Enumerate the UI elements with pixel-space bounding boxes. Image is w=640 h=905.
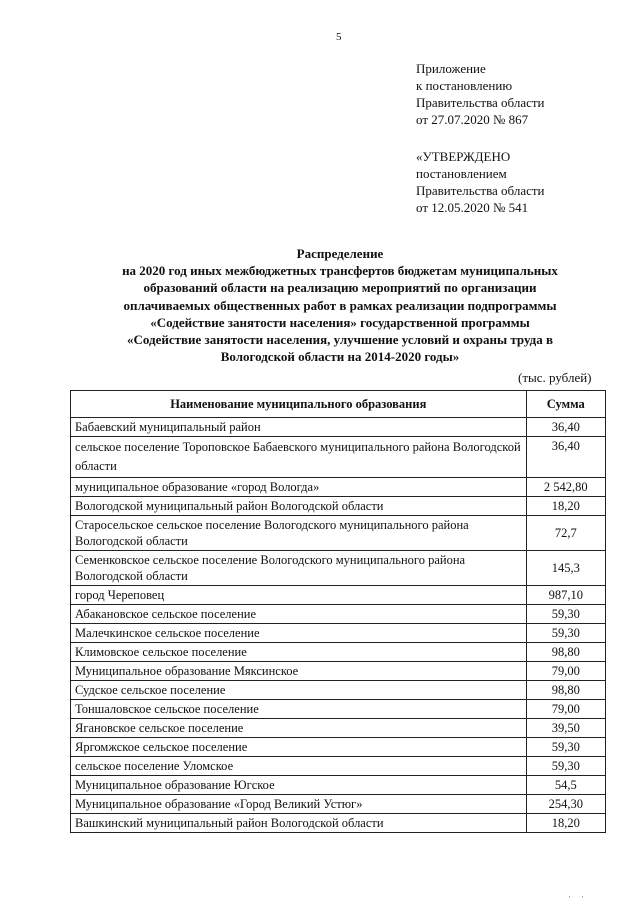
table-row xyxy=(71,795,606,814)
amount: 18,20 xyxy=(526,497,605,516)
table-row xyxy=(71,681,606,700)
appendix-line: Приложение xyxy=(416,61,486,76)
municipality-name: Семенковское сельское поселение Вологодского муниципального района Вологодской области xyxy=(71,551,527,586)
table-row xyxy=(71,586,606,605)
municipality-name: Муниципальное образование Мяксинское xyxy=(71,662,527,681)
municipality-name: Вологодской муниципальный район Вологодской области xyxy=(71,497,527,516)
table-row xyxy=(71,643,606,662)
title-line: образований области на реализацию мероприятий по организации xyxy=(143,280,537,296)
municipality-name: Муниципальное образование «Город Великий Устюг» xyxy=(71,795,527,814)
table-row xyxy=(71,624,606,643)
amount: 72,7 xyxy=(526,516,605,551)
municipality-name: Яргомжское сельское поселение xyxy=(71,738,527,757)
page-number: 5 xyxy=(336,31,342,43)
appendix-block xyxy=(416,60,545,128)
appendix-line: Правительства области xyxy=(416,95,545,110)
municipality-name: Муниципальное образование Югское xyxy=(71,776,527,795)
municipality-name: Судское сельское поселение xyxy=(71,681,527,700)
amount: 987,10 xyxy=(526,586,605,605)
table-row xyxy=(71,497,606,516)
table-row xyxy=(71,437,606,478)
table-row xyxy=(71,662,606,681)
title-line: оплачиваемых общественных работ в рамках реализации подпрограммы xyxy=(123,297,557,313)
amount: 18,20 xyxy=(526,814,605,833)
table-row xyxy=(71,700,606,719)
approved-line: Правительства области xyxy=(416,183,545,198)
table-row xyxy=(71,776,606,795)
approved-block xyxy=(416,148,545,216)
amount: 36,40 xyxy=(526,437,605,478)
title-line: «Содействие занятости населения, улучшение условий и охраны труда в xyxy=(127,332,553,348)
municipality-name: Малечкинское сельское поселение xyxy=(71,624,527,643)
approved-line: от 12.05.2020 № 541 xyxy=(416,200,529,215)
table-row xyxy=(71,757,606,776)
municipality-name: сельское поселение Тороповское Бабаевского муниципального района Вологодской области xyxy=(71,437,527,478)
municipality-name: сельское поселение Уломское xyxy=(71,757,527,776)
table-row xyxy=(71,605,606,624)
amount: 98,80 xyxy=(526,681,605,700)
municipality-name: Тоншаловское сельское поселение xyxy=(71,700,527,719)
title-line: Вологодской области на 2014-2020 годы» xyxy=(220,349,460,365)
municipality-name: Бабаевский муниципальный район xyxy=(71,418,527,437)
amount: 79,00 xyxy=(526,662,605,681)
amount: 79,00 xyxy=(526,700,605,719)
unit-label: (тыс. рублей) xyxy=(518,370,592,385)
approved-line: «УТВЕРЖДЕНО xyxy=(416,149,511,164)
amount: 145,3 xyxy=(526,551,605,586)
amount: 36,40 xyxy=(526,418,605,437)
amount: 2 542,80 xyxy=(526,478,605,497)
appendix-line: к постановлению xyxy=(416,78,513,93)
table-row xyxy=(71,418,606,437)
header-name: Наименование муниципального образования xyxy=(71,391,527,418)
title-line: на 2020 год иных межбюджетных трансфертов бюджетам муниципальных xyxy=(122,263,558,279)
document-title xyxy=(70,245,610,365)
amount: 54,5 xyxy=(526,776,605,795)
table-header-row xyxy=(71,391,606,418)
table-row xyxy=(71,478,606,497)
title-line: Распределение xyxy=(296,246,384,261)
municipality-name: Климовское сельское поселение xyxy=(71,643,527,662)
distribution-table xyxy=(70,390,606,833)
amount: 59,30 xyxy=(526,738,605,757)
table-row xyxy=(71,719,606,738)
municipality-name: Вашкинский муниципальный район Вологодской области xyxy=(71,814,527,833)
title-line: «Содействие занятости населения» государственной программы xyxy=(150,314,530,330)
appendix-line: от 27.07.2020 № 867 xyxy=(416,112,529,127)
amount: 59,30 xyxy=(526,757,605,776)
municipality-name: муниципальное образование «город Вологда» xyxy=(71,478,527,497)
municipality-name: город Череповец xyxy=(71,586,527,605)
approved-line: постановлением xyxy=(416,166,507,181)
scan-marks: ' ' xyxy=(569,895,589,903)
municipality-name: Абакановское сельское поселение xyxy=(71,605,527,624)
amount: 39,50 xyxy=(526,719,605,738)
table-row xyxy=(71,738,606,757)
amount: 59,30 xyxy=(526,605,605,624)
table-row xyxy=(71,551,606,586)
municipality-name: Ягановское сельское поселение xyxy=(71,719,527,738)
header-sum: Сумма xyxy=(526,391,605,418)
table-row xyxy=(71,516,606,551)
amount: 254,30 xyxy=(526,795,605,814)
amount: 98,80 xyxy=(526,643,605,662)
municipality-name: Старосельское сельское поселение Вологодского муниципального района Вологодской области xyxy=(71,516,527,551)
table-row xyxy=(71,814,606,833)
amount: 59,30 xyxy=(526,624,605,643)
